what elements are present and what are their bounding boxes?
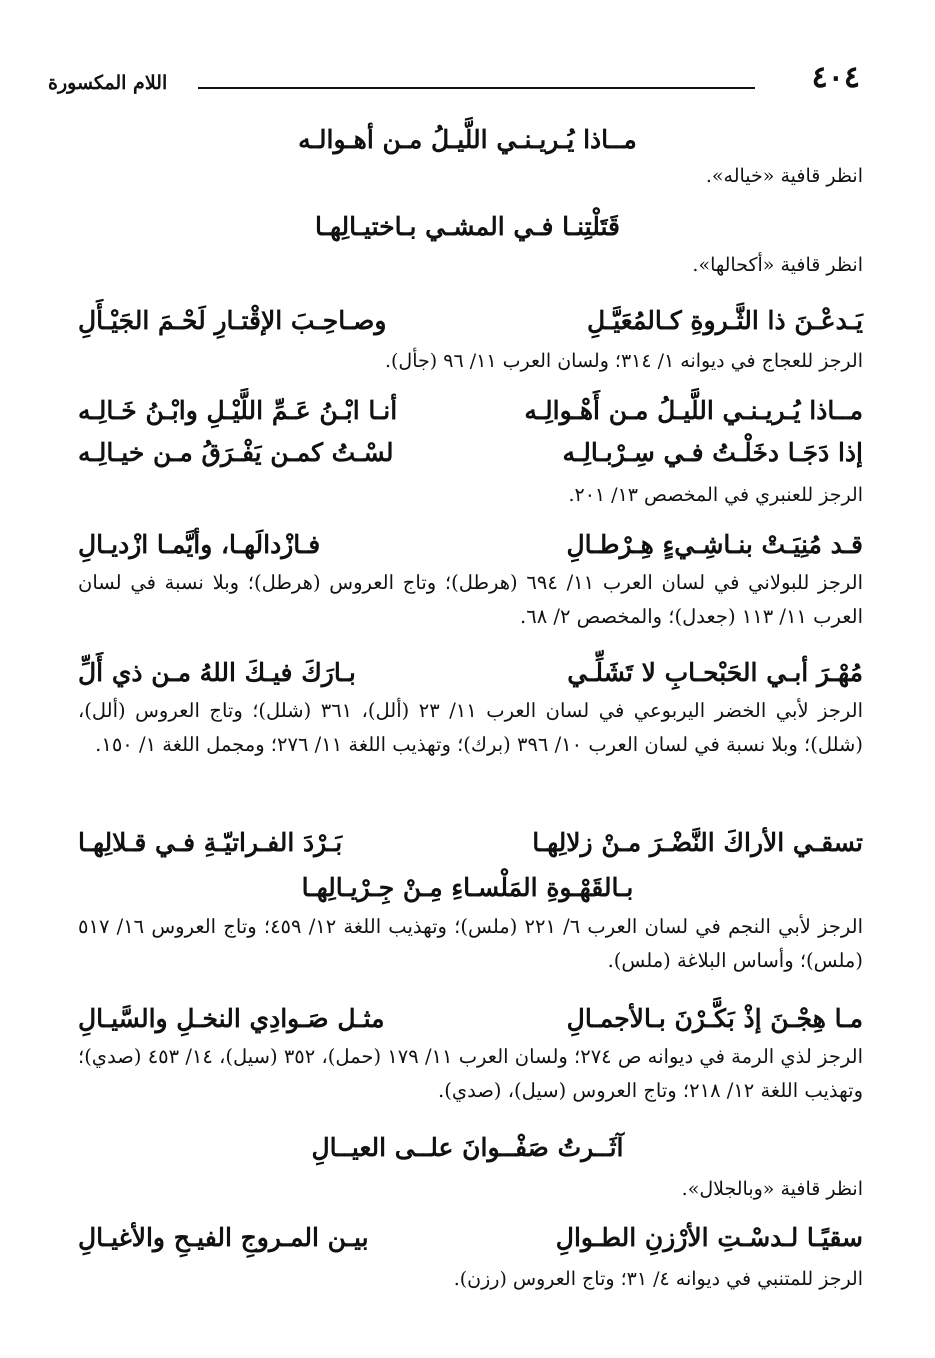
cross-reference-note: انظر قافية «أكحالها». xyxy=(692,254,863,276)
verse-couplet xyxy=(78,660,863,685)
verse-second-hemistich: فـازْدالَهـا، وأيَّمـا ازْديـالِ xyxy=(78,530,321,559)
verse-line: آثَــرتُ صَفْــوانَ علــى العيــالِ xyxy=(311,1133,624,1162)
verse-second-hemistich: بيـن المـروجِ الفيـحِ والأغيـالِ xyxy=(78,1223,369,1252)
verse-couplet xyxy=(78,440,863,465)
verse-second-hemistich: لسْـتُ كمـن يَفْـرَقُ مـن خيـالِـه xyxy=(78,438,394,467)
verse-couplet xyxy=(78,398,863,423)
verse-second-hemistich: مثـل صَـوادِي النخـلِ والسَّيـالِ xyxy=(78,1004,385,1033)
verse-line: بـالقَهْـوةِ المَلْسـاءِ مِـنْ جِـرْيـالِهـا xyxy=(301,873,634,902)
verse-first-hemistich: قـد مُنِيَـتْ بنـاشِـيءٍ هِـرْطـالِ xyxy=(566,530,863,559)
verse-second-hemistich: بـارَكَ فيـكَ اللهُ مـن ذي أَلِّ xyxy=(78,658,356,687)
cross-reference-note: انظر قافية «خياله». xyxy=(705,165,863,187)
verse-first-hemistich: مُهْـرَ أبـي الحَبْحـابِ لا تَشَلِّـي xyxy=(567,658,863,687)
verse-first-hemistich: مــاذا يُـريـنـي اللَّيـلُ مـن أَهْـوالِـه xyxy=(524,396,863,425)
verse-second-hemistich: بَـرْدَ الفـراتيّـةِ فـي قـلالِهـا xyxy=(78,828,343,857)
verse-line: مــاذا يُـريـنـي اللَّيـلُ مـن أهـوالـه xyxy=(298,125,637,154)
verse-second-hemistich: أنـا ابْـنُ عَـمِّ اللَّيْـلِ وابْـنُ خَـالِـه xyxy=(78,396,398,425)
source-citation: الرجز للمتنبي في ديوانه ٤/ ٣١؛ وتاج العروس (رزن). xyxy=(453,1268,863,1290)
verse-first-hemistich: مـا هِجْـنَ إذْ بَكَّـرْنَ بـالأجمـالِ xyxy=(566,1004,863,1033)
verse-couplet xyxy=(78,830,863,855)
cross-reference-note: انظر قافية «وبالجلال». xyxy=(681,1178,863,1200)
verse-first-hemistich: سقيًـا لـدسْـتِ الأرْزنِ الطـوالِ xyxy=(555,1223,863,1252)
verse-couplet xyxy=(78,532,863,557)
source-citation: الرجز لذي الرمة في ديوانه ص ٢٧٤؛ ولسان العرب ١١/ ١٧٩ (حمل)، ٣٥٢ (سيل)، ١٤/ ٤٥٣ (صدي)؛ وتهذيب اللغة ١٢/ ٢١٨؛ وتاج العروس (سيل)، (صدي). xyxy=(78,1045,863,1102)
source-citation: الرجز لأبي الخضر اليربوعي في لسان العرب ١١/ ٢٣ (ألل)، ٣٦١ (شلل)؛ وتاج العروس (ألل)، (شلل)؛ وبلا نسبة في لسان العرب ١٠/ ٣٩٦ (برك)؛ وتهذيب اللغة ١١/ ٢٧٦؛ ومجمل اللغة ١/ ١٥٠. xyxy=(78,699,863,756)
source-citation: الرجز لأبي النجم في لسان العرب ٦/ ٢٢١ (ملس)؛ وتهذيب اللغة ١٢/ ٤٥٩؛ وتاج العروس ١٦/ ٥١٧ (ملس)؛ وأساس البلاغة (ملس). xyxy=(78,915,864,972)
header-rule xyxy=(198,87,755,89)
source-citation: الرجز للعجاج في ديوانه ١/ ٣١٤؛ ولسان العرب ١١/ ٩٦ (جأل). xyxy=(384,350,863,372)
source-citation: الرجز للعنبري في المخصص ١٣/ ٢٠١. xyxy=(568,484,863,506)
page-number: ٤٠٤ xyxy=(811,60,860,95)
verse-second-hemistich: وصـاحِـبَ الإقْتـارِ لَحْـمَ الجَيْـأَلِ xyxy=(78,306,387,335)
verse-first-hemistich: إذا دَجَـا دخَلْـتُ فـي سِـرْبـالِـه xyxy=(562,438,863,467)
chapter-title: اللام المكسورة xyxy=(48,72,168,94)
verse-couplet xyxy=(78,1006,863,1031)
verse-line: قَتَلْتِنـا فـي المشـي بـاختيـالِهـا xyxy=(315,212,620,241)
running-header xyxy=(48,60,860,100)
verse-first-hemistich: تسقـي الأراكَ النَّضْـرَ مـنْ زلالِهـا xyxy=(532,828,863,857)
verse-couplet xyxy=(78,308,863,333)
verse-first-hemistich: يَـدعْـنَ ذا الثَّـروةِ كـالمُعَيَّـلِ xyxy=(586,306,863,335)
verse-couplet xyxy=(78,1225,863,1250)
source-citation: الرجز للبولاني في لسان العرب ١١/ ٦٩٤ (هرطل)؛ وتاج العروس (هرطل)؛ وبلا نسبة في لسان العرب ١١/ ١١٣ (جعدل)؛ والمخصص ٢/ ٦٨. xyxy=(78,571,863,628)
